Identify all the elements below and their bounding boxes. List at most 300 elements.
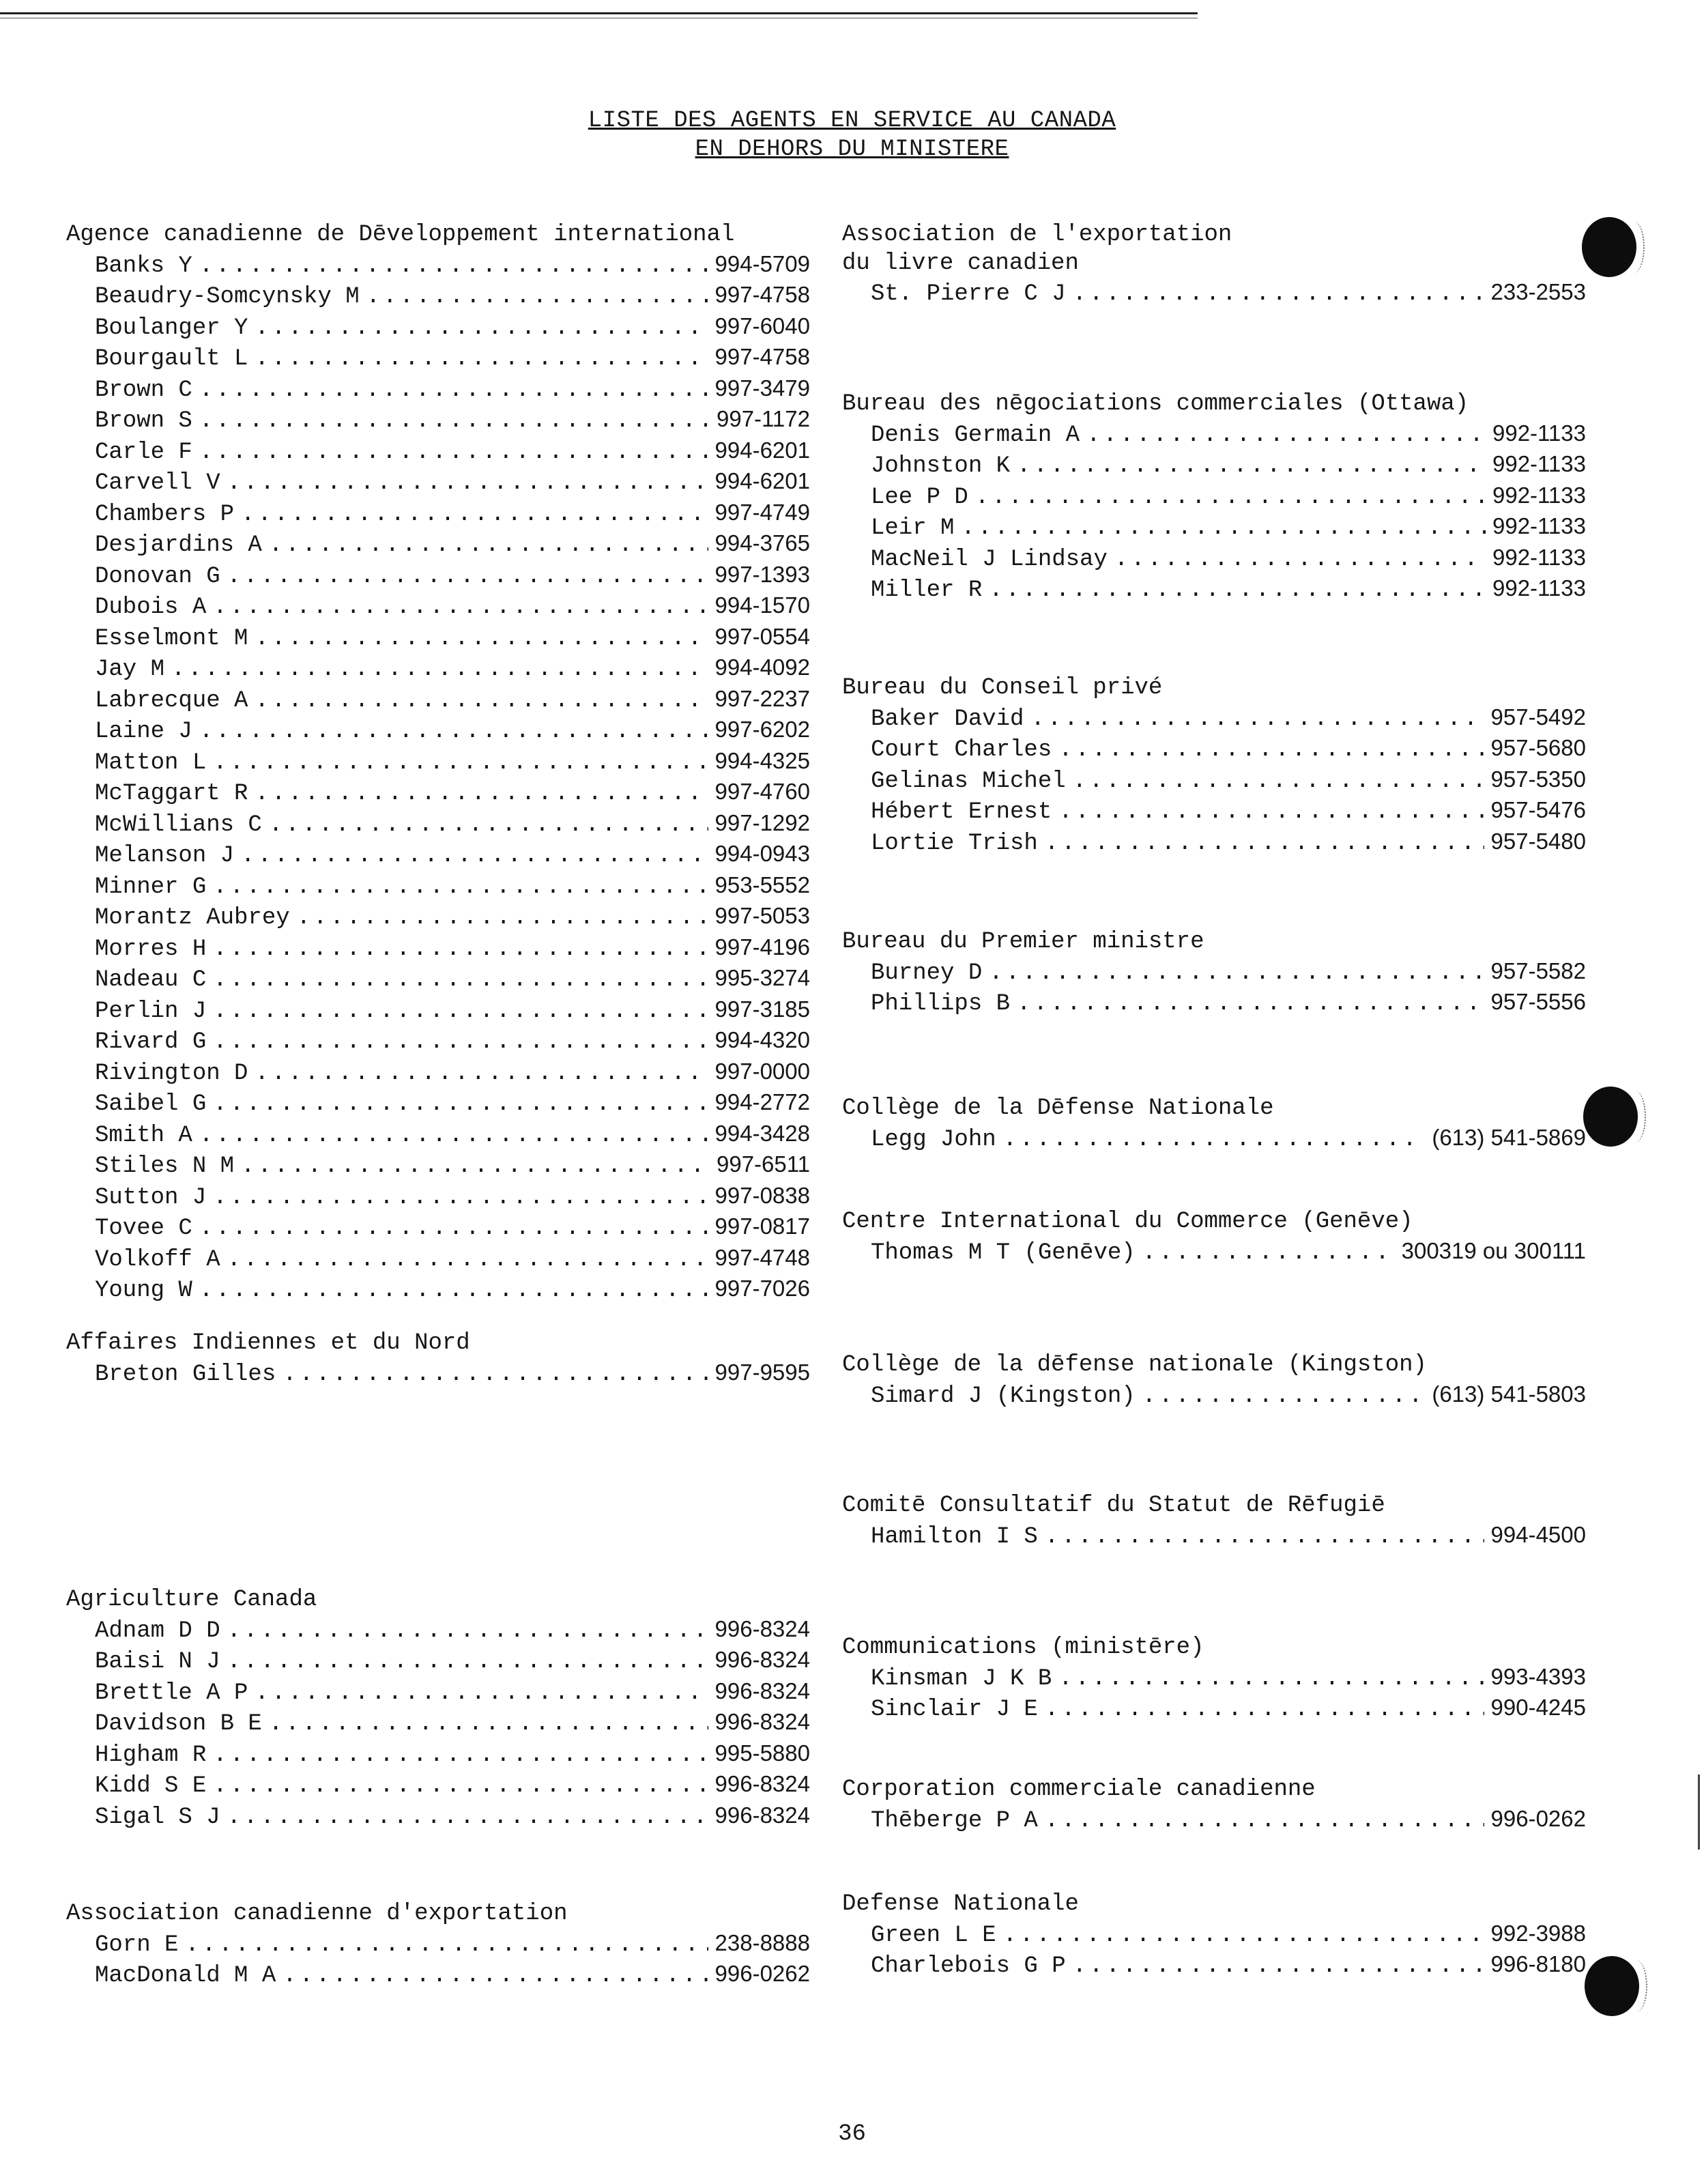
section xyxy=(842,1776,1586,1835)
directory-entry xyxy=(66,715,810,747)
entry-name: Brown S xyxy=(95,408,192,434)
dot-leader xyxy=(1086,422,1486,450)
page-number: 36 xyxy=(838,2121,866,2147)
entry-phone: 996-0262 xyxy=(1490,1805,1586,1831)
section xyxy=(842,928,1586,1019)
dot-leader xyxy=(213,1091,708,1119)
directory-entry xyxy=(842,1805,1586,1836)
entry-name: Nadeau C xyxy=(95,967,207,993)
entry-phone: 957-5350 xyxy=(1490,766,1586,792)
entry-name: Volkoff A xyxy=(95,1246,220,1273)
directory-entry xyxy=(66,1088,810,1119)
page-title xyxy=(0,106,1704,164)
entry-phone: 992-1133 xyxy=(1492,575,1586,601)
section xyxy=(842,390,1586,605)
entry-phone: 997-4196 xyxy=(714,934,810,960)
entry-name: Young W xyxy=(95,1278,192,1304)
entry-phone: 994-4320 xyxy=(714,1027,810,1052)
entry-name: Bourgault L xyxy=(95,346,248,372)
directory-entry xyxy=(66,250,810,281)
entry-name: Matton L xyxy=(95,749,207,776)
entry-name: Stiles N M xyxy=(95,1153,235,1179)
dot-leader xyxy=(213,1772,708,1801)
section xyxy=(842,1095,1586,1154)
entry-phone: 994-4325 xyxy=(714,747,810,773)
dot-leader xyxy=(227,563,708,592)
entry-phone: 994-5709 xyxy=(714,250,810,276)
directory-entry xyxy=(66,995,810,1026)
entry-name: Smith A xyxy=(95,1122,192,1149)
directory-entry xyxy=(66,871,810,902)
entry-name: Phillips B xyxy=(871,991,1011,1017)
section-title: Association canadienne d'exportation xyxy=(66,1901,568,1927)
entry-name: Banks Y xyxy=(95,253,192,279)
section xyxy=(842,221,1586,309)
directory-entry xyxy=(842,419,1586,450)
dot-leader xyxy=(199,439,708,468)
directory-entry xyxy=(66,1770,810,1801)
entry-phone: 994-0943 xyxy=(714,841,810,866)
dot-leader xyxy=(185,1931,708,1960)
dot-leader xyxy=(1045,1523,1484,1552)
dot-leader xyxy=(283,1962,708,1991)
entry-phone: 997-6040 xyxy=(714,313,810,339)
entry-phone: 997-7026 xyxy=(714,1276,810,1301)
dot-leader xyxy=(283,1361,708,1390)
entry-phone: 992-1133 xyxy=(1492,544,1586,570)
entry-phone: 992-1133 xyxy=(1492,420,1586,446)
entry-phone: 957-5556 xyxy=(1490,989,1586,1014)
directory-entry xyxy=(66,1026,810,1057)
entry-phone: 997-2237 xyxy=(714,685,810,711)
entry-phone: (613) 541-5803 xyxy=(1432,1381,1586,1407)
entry-phone: 997-4748 xyxy=(714,1244,810,1270)
punch-hole-middle xyxy=(1583,1087,1638,1147)
entry-phone: 997-4749 xyxy=(714,499,810,525)
directory-entry xyxy=(66,1181,810,1213)
section-title: Comitē Consultatif du Statut de Rēfugiē xyxy=(842,1493,1385,1519)
entry-name: Gelinas Michel xyxy=(871,768,1066,794)
entry-name: Baisi N J xyxy=(95,1649,220,1675)
entry-name: MacDonald M A xyxy=(95,1963,276,1989)
entry-phone: 997-9595 xyxy=(714,1359,810,1385)
directory-entry xyxy=(66,529,810,560)
dot-leader xyxy=(1114,546,1486,575)
entry-name: Carle F xyxy=(95,439,192,465)
directory-entry xyxy=(66,777,810,809)
directory-entry xyxy=(66,1615,810,1646)
title-line-2: EN DEHORS DU MINISTERE xyxy=(695,136,1009,162)
entry-phone: 996-0262 xyxy=(714,1961,810,1986)
section-title: Defense Nationale xyxy=(842,1891,1079,1917)
entry-name: Rivard G xyxy=(95,1029,207,1055)
entry-name: Morres H xyxy=(95,936,207,962)
dot-leader xyxy=(227,1618,708,1646)
directory-entry xyxy=(842,1919,1586,1951)
entry-name: Beaudry-Somcynsky M xyxy=(95,284,360,310)
directory-entry xyxy=(842,543,1586,575)
directory-entry xyxy=(66,498,810,530)
dot-leader xyxy=(255,625,708,654)
directory-entry xyxy=(66,622,810,654)
dot-leader xyxy=(1045,1696,1484,1725)
directory-entry xyxy=(66,1212,810,1244)
dot-leader xyxy=(1030,706,1484,734)
entry-phone: 996-8324 xyxy=(714,1615,810,1641)
dot-leader xyxy=(199,1122,708,1151)
directory-entry xyxy=(842,988,1586,1019)
section-title: Bureau du Premier ministre xyxy=(842,929,1204,955)
entry-name: McTaggart R xyxy=(95,781,248,807)
entry-phone: 996-8180 xyxy=(1490,1951,1586,1977)
entry-phone: 996-8324 xyxy=(714,1647,810,1672)
entry-phone: 996-8324 xyxy=(714,1802,810,1828)
dot-leader xyxy=(213,1742,708,1770)
section-title: Collège de la dēfense nationale (Kingston) xyxy=(842,1352,1427,1378)
entry-phone: 997-0000 xyxy=(714,1058,810,1084)
entry-name: Hamilton I S xyxy=(871,1523,1038,1550)
entry-name: Johnston K xyxy=(871,453,1011,479)
section xyxy=(842,1351,1586,1411)
entry-name: Thomas M T (Genēve) xyxy=(871,1239,1136,1266)
directory-entry xyxy=(842,1380,1586,1411)
entry-name: Minner G xyxy=(95,874,207,900)
entry-name: Simard J (Kingston) xyxy=(871,1383,1136,1409)
section xyxy=(842,1208,1586,1267)
directory-entry xyxy=(66,1801,810,1833)
dot-leader xyxy=(213,594,708,622)
entry-phone: 994-2772 xyxy=(714,1089,810,1115)
entry-phone: 997-4758 xyxy=(714,344,810,369)
dot-leader xyxy=(241,842,708,871)
dot-leader xyxy=(213,1184,708,1213)
dot-leader xyxy=(199,407,710,436)
entry-phone: 957-5476 xyxy=(1490,797,1586,822)
entry-name: Saibel G xyxy=(95,1091,207,1117)
entry-name: Tovee C xyxy=(95,1216,192,1241)
entry-name: MacNeil J Lindsay xyxy=(871,546,1108,573)
dot-leader xyxy=(213,936,708,964)
directory-entry xyxy=(66,747,810,778)
dot-leader xyxy=(1045,1807,1484,1836)
entry-name: St. Pierre C J xyxy=(871,281,1066,307)
dot-leader xyxy=(255,345,708,374)
dot-leader xyxy=(199,253,708,281)
dot-leader xyxy=(199,718,708,747)
entry-name: Perlin J xyxy=(95,998,207,1024)
directory-entry xyxy=(66,405,810,436)
entry-name: Donovan G xyxy=(95,563,220,590)
entry-name: Rivington D xyxy=(95,1060,248,1087)
section xyxy=(842,1634,1586,1725)
section xyxy=(842,1492,1586,1551)
section-title: Corporation commerciale canadienne xyxy=(842,1777,1316,1802)
directory-entry xyxy=(66,809,810,840)
entry-name: Leir M xyxy=(871,515,955,541)
entry-phone: 997-0838 xyxy=(714,1182,810,1208)
dot-leader xyxy=(366,283,708,312)
entry-name: Desjardins A xyxy=(95,532,262,558)
directory-entry xyxy=(66,653,810,685)
entry-phone: 238-8888 xyxy=(714,1929,810,1955)
entry-phone: 992-1133 xyxy=(1492,513,1586,538)
entry-phone: 997-5053 xyxy=(714,903,810,928)
directory-entry xyxy=(842,574,1586,605)
section xyxy=(66,1330,810,1389)
dot-leader xyxy=(989,960,1484,988)
section-title: Communications (ministēre) xyxy=(842,1635,1204,1661)
entry-phone: 994-3428 xyxy=(714,1120,810,1146)
entry-name: Boulanger Y xyxy=(95,315,248,341)
dot-leader xyxy=(213,874,708,902)
entry-name: Adnam D D xyxy=(95,1618,220,1644)
entry-name: Court Charles xyxy=(871,737,1052,763)
dot-leader xyxy=(269,811,708,840)
entry-name: Charlebois G P xyxy=(871,1953,1066,1979)
directory-entry xyxy=(842,957,1586,988)
entry-name: Baker David xyxy=(871,706,1024,732)
dot-leader xyxy=(1003,1922,1484,1951)
entry-name: Morantz Aubrey xyxy=(95,905,290,931)
entry-phone: 994-3765 xyxy=(714,530,810,556)
entry-phone: 995-3274 xyxy=(714,965,810,990)
directory-entry xyxy=(842,1123,1586,1155)
entry-name: Laine J xyxy=(95,719,192,745)
dot-leader xyxy=(255,1060,708,1089)
entry-phone: 996-8324 xyxy=(714,1709,810,1734)
entry-phone: 994-6201 xyxy=(714,468,810,493)
directory-entry xyxy=(842,827,1586,859)
dot-leader xyxy=(227,1246,708,1275)
entry-name: Sutton J xyxy=(95,1184,207,1211)
dot-leader xyxy=(213,998,708,1026)
edge-scan-mark xyxy=(1698,1774,1700,1850)
dot-leader xyxy=(255,1680,708,1708)
directory-entry xyxy=(842,1950,1586,1981)
entry-phone: 992-3988 xyxy=(1490,1920,1586,1946)
directory-entry xyxy=(842,1663,1586,1694)
entry-phone: 953-5552 xyxy=(714,872,810,897)
directory-entry xyxy=(66,1057,810,1089)
dot-leader xyxy=(241,501,708,530)
dot-leader xyxy=(1073,768,1484,796)
entry-phone: 957-5582 xyxy=(1490,958,1586,983)
entry-name: Legg John xyxy=(871,1126,996,1153)
directory-entry xyxy=(66,1739,810,1770)
directory-entry xyxy=(842,1521,1586,1552)
entry-phone: 997-3185 xyxy=(714,996,810,1022)
directory-entry xyxy=(842,1693,1586,1725)
directory-entry xyxy=(66,436,810,468)
entry-name: Thēberge P A xyxy=(871,1807,1038,1834)
entry-phone: 990-4245 xyxy=(1490,1695,1586,1720)
entry-phone: 997-6511 xyxy=(716,1151,810,1177)
entry-name: Davidson B E xyxy=(95,1711,262,1737)
dot-leader xyxy=(1073,281,1484,309)
directory-entry xyxy=(842,1237,1586,1268)
section-title: Bureau des nēgociations commerciales (Ottawa) xyxy=(842,391,1469,417)
entry-phone: 957-5492 xyxy=(1490,704,1586,730)
directory-entry xyxy=(66,312,810,343)
entry-phone: 992-1133 xyxy=(1492,451,1586,476)
top-scan-rule xyxy=(0,12,1198,14)
directory-entry xyxy=(66,1646,810,1677)
directory-entry xyxy=(66,685,810,716)
dot-leader xyxy=(975,484,1486,513)
entry-phone: 996-8324 xyxy=(714,1678,810,1704)
entry-phone: 997-0817 xyxy=(714,1213,810,1239)
punch-hole-top xyxy=(1582,217,1636,277)
directory-entry xyxy=(66,839,810,871)
section-title: Collège de la Dēfense Nationale xyxy=(842,1095,1274,1121)
directory-entry xyxy=(66,591,810,622)
entry-phone: 997-4758 xyxy=(714,282,810,307)
entry-name: Lortie Trish xyxy=(871,830,1038,857)
dot-leader xyxy=(989,577,1486,605)
entry-phone: 997-1393 xyxy=(714,561,810,587)
entry-name: Sigal S J xyxy=(95,1804,220,1830)
entry-name: Burney D xyxy=(871,960,983,986)
title-line-1: LISTE DES AGENTS EN SERVICE AU CANADA xyxy=(588,108,1116,134)
dot-leader xyxy=(1017,990,1484,1019)
directory-entry xyxy=(66,1959,810,1991)
entry-phone: 997-3479 xyxy=(714,375,810,401)
entry-name: Esselmont M xyxy=(95,625,248,652)
entry-phone: 997-4760 xyxy=(714,779,810,804)
directory-entry xyxy=(66,1274,810,1306)
section xyxy=(66,1586,810,1832)
entry-name: Brettle A P xyxy=(95,1680,248,1706)
entry-name: Miller R xyxy=(871,577,983,603)
entry-phone: 993-4393 xyxy=(1490,1663,1586,1689)
entry-name: Sinclair J E xyxy=(871,1697,1038,1723)
section xyxy=(66,1900,810,1991)
directory-entry xyxy=(66,281,810,312)
dot-leader xyxy=(227,1648,708,1677)
section-title: Bureau du Conseil privé xyxy=(842,675,1163,701)
dot-leader xyxy=(961,515,1486,543)
entry-name: Lee P D xyxy=(871,484,968,511)
directory-entry xyxy=(66,933,810,964)
dot-leader xyxy=(1058,1665,1484,1694)
entry-name: Green L E xyxy=(871,1922,996,1949)
directory-entry xyxy=(66,374,810,405)
entry-name: Labrecque A xyxy=(95,687,248,714)
directory-entry xyxy=(66,343,810,374)
section xyxy=(842,1891,1586,1981)
entry-name: Brown C xyxy=(95,377,192,403)
entry-phone: 994-4500 xyxy=(1490,1521,1586,1547)
directory-entry xyxy=(66,1677,810,1708)
entry-name: Denis Germain A xyxy=(871,422,1080,448)
dot-leader xyxy=(297,904,708,933)
section-title: Agence canadienne de Dēveloppement international xyxy=(66,222,735,248)
directory-entry xyxy=(842,278,1586,309)
entry-phone: 996-8324 xyxy=(714,1771,810,1796)
directory-entry xyxy=(66,1244,810,1275)
section xyxy=(66,221,810,1306)
entry-phone: 997-6202 xyxy=(714,717,810,742)
dot-leader xyxy=(1073,1953,1484,1981)
entry-name: Carvell V xyxy=(95,470,220,496)
entry-phone: 994-1570 xyxy=(714,592,810,618)
directory-entry xyxy=(842,512,1586,543)
dot-leader xyxy=(213,749,708,778)
dot-leader xyxy=(255,315,708,343)
directory-entry xyxy=(842,734,1586,765)
directory-entry xyxy=(842,450,1586,481)
entry-phone: 997-1172 xyxy=(716,406,810,431)
dot-leader xyxy=(199,1215,708,1244)
entry-name: Chambers P xyxy=(95,501,235,528)
entry-name: Kidd S E xyxy=(95,1773,207,1799)
entry-phone: 233-2553 xyxy=(1490,279,1586,304)
directory-entry xyxy=(66,1119,810,1151)
entry-phone: 300319 ou 300111 xyxy=(1401,1237,1586,1263)
directory-entry xyxy=(66,902,810,933)
entry-name: Higham R xyxy=(95,1742,207,1768)
dot-leader xyxy=(1058,736,1484,765)
directory-entry xyxy=(66,1150,810,1181)
dot-leader xyxy=(227,470,708,498)
entry-phone: 997-0554 xyxy=(714,623,810,649)
dot-leader xyxy=(255,687,708,716)
dot-leader xyxy=(171,656,708,685)
dot-leader xyxy=(255,780,708,809)
dot-leader xyxy=(241,1153,710,1181)
dot-leader xyxy=(1142,1383,1426,1411)
entry-phone: 994-6201 xyxy=(714,437,810,463)
dot-leader xyxy=(1058,799,1484,827)
directory-entry xyxy=(842,703,1586,734)
entry-name: McWillians C xyxy=(95,811,262,838)
dot-leader xyxy=(213,1029,708,1057)
dot-leader xyxy=(213,966,708,995)
entry-name: Hébert Ernest xyxy=(871,799,1052,825)
directory-entry xyxy=(66,560,810,592)
entry-phone: 997-1292 xyxy=(714,809,810,835)
section-title: Agriculture Canada xyxy=(66,1587,317,1613)
section-title: Affaires Indiennes et du Nord xyxy=(66,1330,470,1356)
dot-leader xyxy=(269,532,708,560)
section-title: Association de l'exportation du livre canadien xyxy=(842,222,1232,276)
entry-name: Kinsman J K B xyxy=(871,1665,1052,1692)
directory-entry xyxy=(842,765,1586,796)
dot-leader xyxy=(227,1804,708,1833)
dot-leader xyxy=(199,377,708,405)
directory-entry xyxy=(842,796,1586,827)
entry-name: Dubois A xyxy=(95,594,207,620)
directory-entry xyxy=(66,964,810,995)
entry-name: Melanson J xyxy=(95,843,235,869)
section xyxy=(842,674,1586,858)
section-title: Centre International du Commerce (Genēve) xyxy=(842,1209,1413,1235)
directory-entry xyxy=(66,1708,810,1739)
entry-name: Gorn E xyxy=(95,1931,179,1958)
dot-leader xyxy=(199,1277,708,1306)
directory-entry xyxy=(66,467,810,498)
entry-phone: 994-4092 xyxy=(714,655,810,680)
entry-phone: (613) 541-5869 xyxy=(1432,1124,1586,1150)
directory-entry xyxy=(66,1358,810,1390)
dot-leader xyxy=(1017,452,1486,481)
punch-hole-bottom xyxy=(1585,1956,1639,2016)
entry-phone: 995-5880 xyxy=(714,1740,810,1766)
entry-phone: 957-5480 xyxy=(1490,828,1586,854)
dot-leader xyxy=(269,1710,708,1739)
entry-phone: 992-1133 xyxy=(1492,482,1586,508)
entry-name: Jay M xyxy=(95,657,165,682)
